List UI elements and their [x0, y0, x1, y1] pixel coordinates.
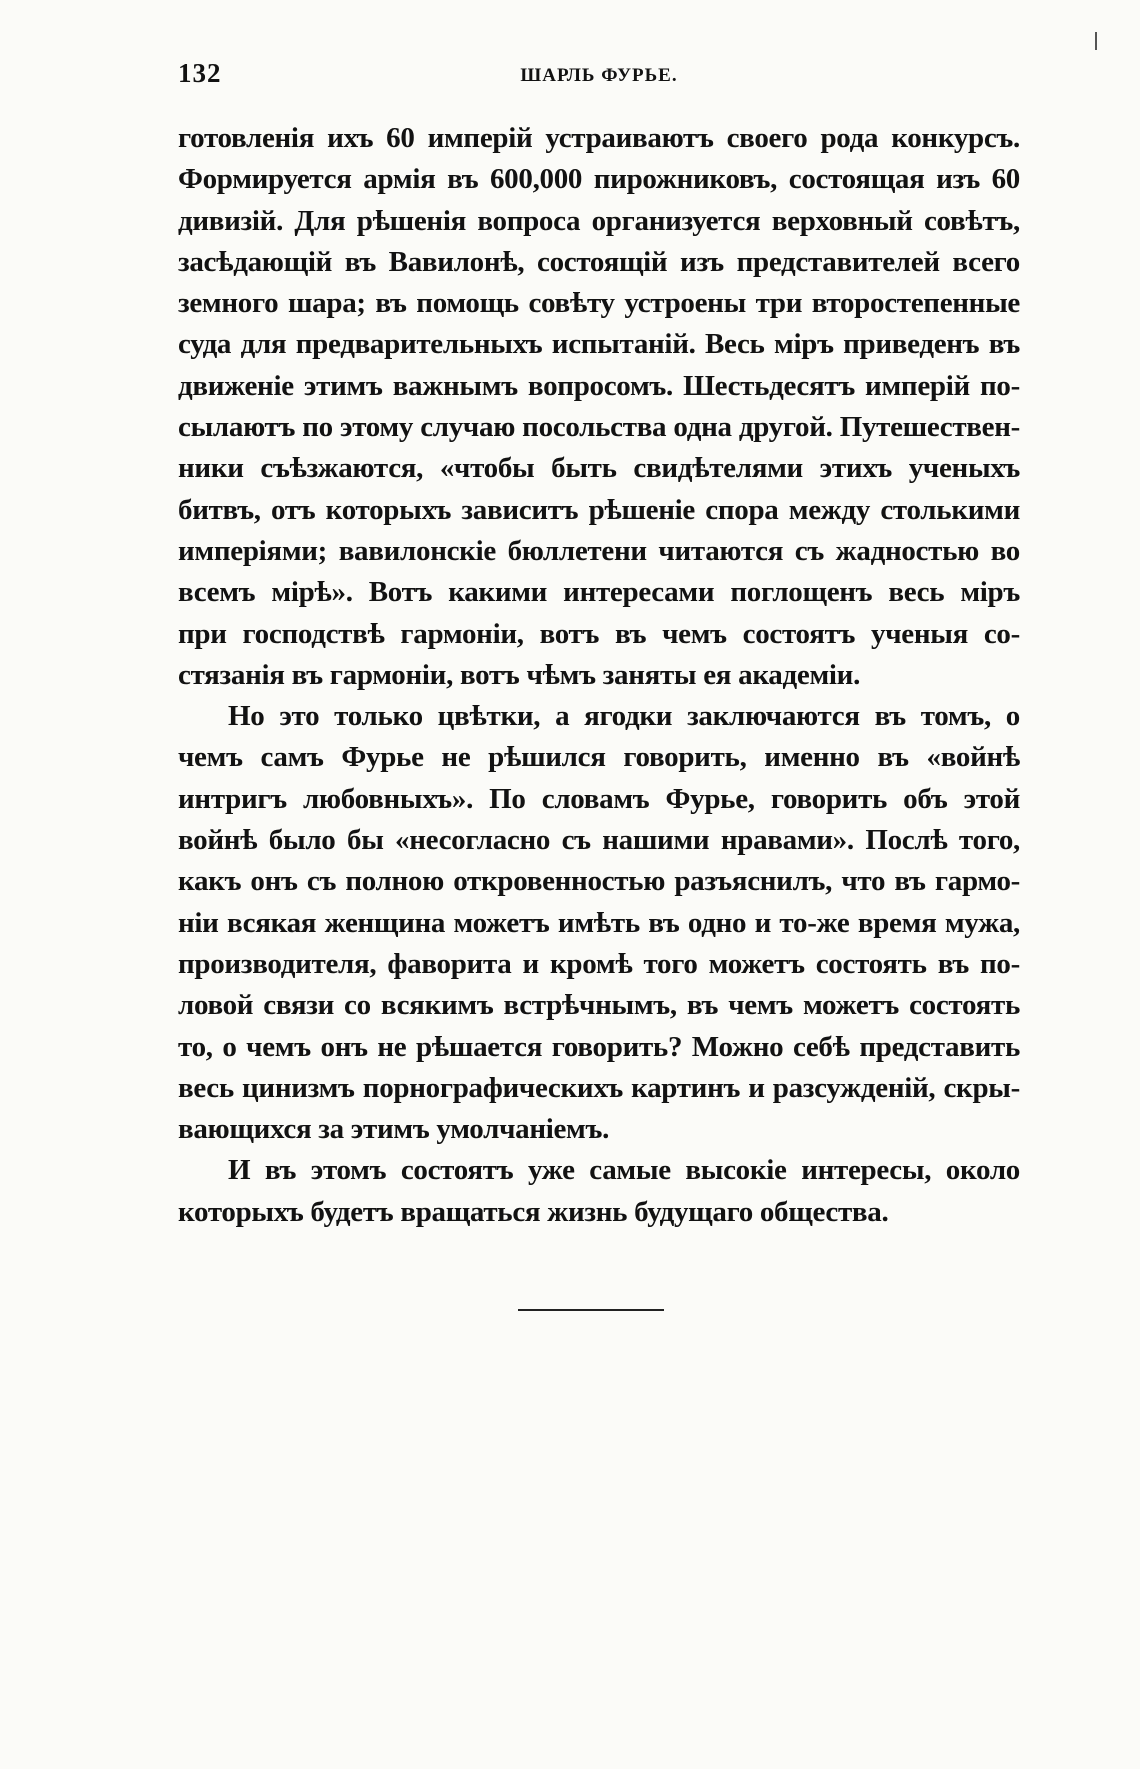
text-line: ловой связи со всякимъ встрѣчнымъ, въ чемъ можетъ состоять: [178, 989, 1020, 1022]
text-line: производителя, фаворита и кромѣ того можетъ состоять въ по-: [178, 947, 1020, 980]
text-line: земного шара; въ помощь совѣту устроены три второстепенные: [178, 287, 1020, 320]
text-line: которыхъ будетъ вращаться жизнь будущаго общества.: [178, 1195, 889, 1228]
text-line: то, о чемъ онъ не рѣшается говорить? Можно себѣ представить: [178, 1030, 1020, 1063]
text-line: какъ онъ съ полною откровенностью разъяснилъ, что въ гармо-: [178, 865, 1020, 898]
text-line: И въ этомъ состоятъ уже самые высокіе интересы, около: [228, 1154, 1020, 1187]
text-line: чемъ самъ Фурье не рѣшился говорить, именно въ «войнѣ: [178, 741, 1020, 774]
text-line: готовленія ихъ 60 имперій устраиваютъ своего рода конкурсъ.: [178, 122, 1020, 154]
text-line: засѣдающій въ Вавилонѣ, состоящій изъ представителей всего: [178, 245, 1020, 278]
text-line: сылаютъ по этому случаю посольства одна другой. Путешествен-: [178, 411, 1020, 444]
paragraph-3: [178, 1150, 1020, 1233]
text-line: вающихся за этимъ умолчаніемъ.: [178, 1113, 610, 1146]
text-line: битвъ, отъ которыхъ зависитъ рѣшеніе спора между столькими: [178, 493, 1020, 526]
paragraph-1: [178, 118, 1020, 696]
text-line: всемъ мірѣ». Вотъ какими интересами поглощенъ весь міръ: [178, 576, 1020, 609]
section-end-rule: [518, 1309, 664, 1311]
text-line: движеніе этимъ важнымъ вопросомъ. Шестьдесятъ имперій по-: [178, 369, 1020, 402]
page-number: 132: [178, 58, 222, 88]
text-line: весь цинизмъ порнографическихъ картинъ и разсужденій, скры-: [178, 1071, 1020, 1104]
text-line: интригъ любовныхъ». По словамъ Фурье, говорить объ этой: [178, 782, 1020, 815]
page-header: [178, 58, 1020, 98]
text-line: ніи всякая женщина можетъ имѣть въ одно и то-же время мужа,: [178, 906, 1020, 939]
text-line: суда для предварительныхъ испытаній. Весь міръ приведенъ въ: [178, 328, 1020, 361]
text-line: ники съѣзжаются, «чтобы быть свидѣтелями этихъ ученыхъ: [178, 452, 1020, 485]
text-line: имперіями; вавилонскіе бюллетени читаются съ жадностью во: [178, 534, 1020, 567]
text-line: войнѣ было бы «несогласно съ нашими нравами». Послѣ того,: [178, 824, 1020, 857]
text-line: Формируется армія въ 600,000 пирожниковъ, состоящая изъ 60: [178, 163, 1020, 196]
paragraph-2: [178, 696, 1020, 1150]
body-text: [178, 118, 1020, 1233]
text-line: дивизій. Для рѣшенія вопроса организуется верховный совѣтъ,: [178, 204, 1020, 237]
text-line: стязанія въ гармоніи, вотъ чѣмъ заняты ея академіи.: [178, 658, 861, 691]
text-line: Но это только цвѣтки, а ягодки заключаются въ томъ, о: [228, 700, 1020, 733]
scan-artifact-mark: [1095, 32, 1097, 50]
text-line: при господствѣ гармоніи, вотъ въ чемъ состоятъ ученыя со-: [178, 617, 1020, 650]
running-title: ШАРЛЬ ФУРЬЕ.: [520, 65, 678, 86]
